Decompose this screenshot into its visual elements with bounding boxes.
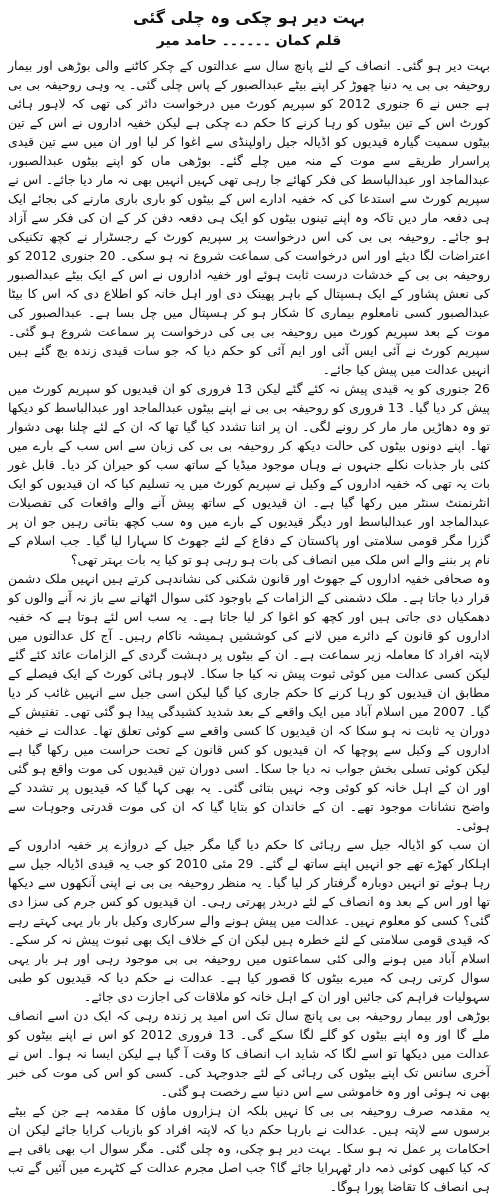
paragraph: ان سب کو اڈیالہ جیل سے رہائی کا حکم دیا گیا مگر جیل کے دروازے پر خفیہ اداروں کے اہلکار کھڑے تھے جو انہیں اپنے ساتھ لے گئے۔ 29 مئی 2010 کو جب یہ قیدی اڈیالہ جیل سے رہا ہوئے تو انہیں دوبارہ گرفتار کر لیا گیا۔ یہ منظر روحیفہ بی بی نے اپنی آنکھوں سے دیکھا تھا اور اس کے بعد وہ انصاف کے لئے دربدر پھرتی رہی۔ ان قیدیوں کو کس جرم کی سزا دی گئی؟ کسی کو معلوم نہیں۔ عدالت میں پیش ہونے والے سرکاری وکیل بار بار یہی کہتے رہے کہ قیدی قومی سلامتی کے لئے خطرہ ہیں لیکن ان کے خلاف ایک بھی ثبوت پیش نہ کر سکے۔ اسلام آباد میں ہونے والی کئی سماعتوں میں روحیفہ بی بی موجود رہی اور ہر بار یہی سوال کرتی رہی کہ میرے بیٹوں کا قصور کیا ہے۔ عدالت نے حکم دیا کہ قیدیوں کو طبی سہولیات فراہم کی جائیں اور ان کے اہل خانہ کو ملاقات کی اجازت دی جائے۔ <box>8 837 490 1004</box>
paragraph: وہ صحافی خفیہ اداروں کے جھوٹ اور قانون شکنی کی نشاندہی کرتے ہیں انہیں ملک دشمن قرار دیا جاتا ہے۔ ملک دشمنی کے الزامات کے باوجود کئی سوال اٹھانے سے باز نہ آنے والوں کو دھمکیاں دی جاتی ہیں اور کچھ کو اغوا کر لیا جاتا ہے۔ یہ سب اس لئے ہوتا ہے کہ خفیہ اداروں کو قانون کے دائرے میں لانے کی کوششیں ہمیشہ ناکام رہیں۔ آج کل عدالتوں میں لاپتہ افراد کا معاملہ زیر سماعت ہے۔ ان کے بیٹوں پر دہشت گردی کے الزامات عائد کئے گئے لیکن کسی عدالت میں کوئی ثبوت پیش نہ کیا جا سکا۔ لاہور ہائی کورٹ کے ایک فیصلے کے مطابق ان قیدیوں کو رہا کرنے کا حکم جاری کیا گیا لیکن اسی جیل سے انہیں غائب کر دیا گیا۔ 2007 میں اسلام آباد میں ایک واقعے کے بعد شدید کشیدگی پیدا ہو گئی تھی۔ تفتیش کے دوران یہ ثابت نہ ہو سکا کہ ان قیدیوں کا کسی واقعے سے کوئی تعلق تھا۔ عدالت نے خفیہ اداروں کے وکیل سے پوچھا کہ ان قیدیوں کو کس قانون کے تحت حراست میں رکھا گیا ہے لیکن کوئی تسلی بخش جواب نہ دیا جا سکا۔ اسی دوران تین قیدیوں کی موت واقع ہو گئی اور ان کے اہل خانہ کو کوئی وجہ نہیں بتائی گئی۔ یہ بھی کہا گیا کہ قیدیوں پر تشدد کے واضح نشانات موجود تھے۔ ان کے خاندان کو بتایا گیا کہ ان کی موت قدرتی وجوہات سے ہوئی۔ <box>8 571 490 833</box>
column-headline: بہت دیر ہو چکی وہ چلی گئی <box>133 8 365 27</box>
paragraph: 26 جنوری کو یہ قیدی پیش نہ کئے گئے لیکن 13 فروری کو ان قیدیوں کو سپریم کورٹ میں پیش کر دیا گیا۔ 13 فروری کو روحیفہ بی بی نے اپنے بیٹوں عبدالماجد اور عبدالباسط کو دیکھا تو وہ دھاڑیں مار مار کر رونے لگی۔ ان پر اتنا تشدد کیا گیا تھا کہ ان کے لئے چلنا بھی دشوار تھا۔ اپنے دونوں بیٹوں کی حالت دیکھ کر روحیفہ بی بی کی زبان سے اس سب کے بارے میں کئی بار جذبات نکلے جنہوں نے وہاں موجود میڈیا کے ساتھ سب کو حیران کر دیا۔ قابل غور بات یہ تھی کہ خفیہ اداروں کے وکیل نے سپریم کورٹ میں یہ تسلیم کیا کہ ان قیدیوں کو ایک انٹرنمنٹ سنٹر میں رکھا گیا ہے۔ ان قیدیوں کے ساتھ پیش آنے والے واقعات کی تفصیلات عبدالماجد اور عبدالباسط اور دیگر قیدیوں کے بارے میں وہ سب کچھ بتاتی رہیں جو ان پر گزرا مگر قومی سلامتی اور پاکستان کے دفاع کے لئے جھوٹ کا سہارا لیا گیا۔ جب اسلام کے نام پر بننے والے اس ملک میں انصاف کی بات ہو رہی ہو تو کیا یہ بات بہتر تھی؟ <box>8 381 491 567</box>
column-byline: قلم کمان ۔۔۔۔۔۔ حامد میر <box>156 33 342 49</box>
paragraph: بوڑھی اور بیمار روحیفہ بی بی پانچ سال تک اس امید پر زندہ رہی کہ ایک دن اسے انصاف ملے گا اور وہ اپنے بیٹوں کو گلے لگا سکے گی۔ 13 فروری 2012 کو اس نے اپنے بیٹوں کو عدالت میں دیکھا تو اسے لگا کہ شاید اب انصاف کا وقت آ گیا ہے لیکن ایسا نہ ہوا۔ اس نے آخری سانس تک اپنے بیٹوں کی رہائی کے لئے جدوجہد کی۔ کسی کو اس کی موت کی خبر بھی نہ ہوئی اور وہ خاموشی سے اس دنیا سے رخصت ہو گئی۔ <box>8 1008 491 1099</box>
paragraph: یہ مقدمہ صرف روحیفہ بی بی کا نہیں بلکہ ان ہزاروں ماؤں کا مقدمہ ہے جن کے بیٹے برسوں سے لاپتہ ہیں۔ عدالت نے بارہا حکم دیا کہ لاپتہ افراد کو بازیاب کرایا جائے لیکن ان احکامات پر عمل نہ ہو سکا۔ بہت دیر ہو چکی، وہ چلی گئی۔ مگر سوال اب بھی باقی ہے کہ کیا کبھی کوئی ذمہ دار ٹھہرایا جائے گا؟ جب اصل مجرم عدالت کے کٹہرے میں آئیں گے تب ہی انصاف کا تقاضا پورا ہوگا۔ <box>8 1103 490 1194</box>
paragraph: بہت دیر ہو گئی۔ انصاف کے لئے پانچ سال سے عدالتوں کے چکر کاٹنے والی بوڑھی اور بیمار روحیفہ بی بی یہ دنیا چھوڑ کر اپنے بیٹے عبدالصبور کے پاس چلی گئی۔ یہ وہی روحیفہ بی بی ہے جس نے 6 جنوری 2012 کو سپریم کورٹ میں درخواست دائر کی تھی کہ لاہور ہائی کورٹ اس کے تین بیٹوں کو رہا کرنے کا حکم دے چکی ہے لیکن خفیہ اداروں نے اس کے تین بیٹوں سمیت گیارہ قیدیوں کو اڈیالہ جیل راولپنڈی سے اغوا کر لیا اور ان میں سے تین قیدی پراسرار طریقے سے موت کے منہ میں چلے گئے۔ بوڑھی ماں کو اپنے بیٹوں عبدالصبور، عبدالماجد اور عبدالباسط کی فکر کھائے جا رہی تھی کہیں انہیں بھی نہ مار دیا جائے۔ اس نے سپریم کورٹ سے استدعا کی کہ خفیہ ادارے اس کے بیٹوں کو باری باری مارنے کی بجائے ایک ہی دفعہ مار دیں تاکہ وہ اپنے تینوں بیٹوں کو ایک ہی دفعہ دفن کر کے ان کی فکر سے آزاد ہو جائے۔ روحیفہ بی بی کی اس درخواست پر سپریم کورٹ کے رجسٹرار نے کچھ تکنیکی اعتراضات لگا دیئے اور اس درخواست کی سماعت شروع نہ ہو سکی۔ 20 جنوری 2012 کو روحیفہ بی بی کے خدشات درست ثابت ہوئے اور خفیہ اداروں نے اس کے ایک بیٹے عبدالصبور کی نعش پشاور کے ایک ہسپتال کے باہر پھینک دی اور اہل خانہ کو اطلاع دی کہ اس کا بیٹا عبدالصبور کسی نامعلوم بیماری کا شکار ہو کر ہسپتال میں چل بسا ہے۔ عبدالصبور کی موت کے بعد سپریم کورٹ میں روحیفہ بی بی کی درخواست پر سماعت شروع ہو گئی۔ سپریم کورٹ نے آئی ایس آئی اور ایم آئی کو حکم دیا کہ جو سات قیدی زندہ بچ گئے ہیں انہیں عدالت میں پیش کیا جائے۔ <box>8 58 490 377</box>
column-body <box>8 56 490 1196</box>
